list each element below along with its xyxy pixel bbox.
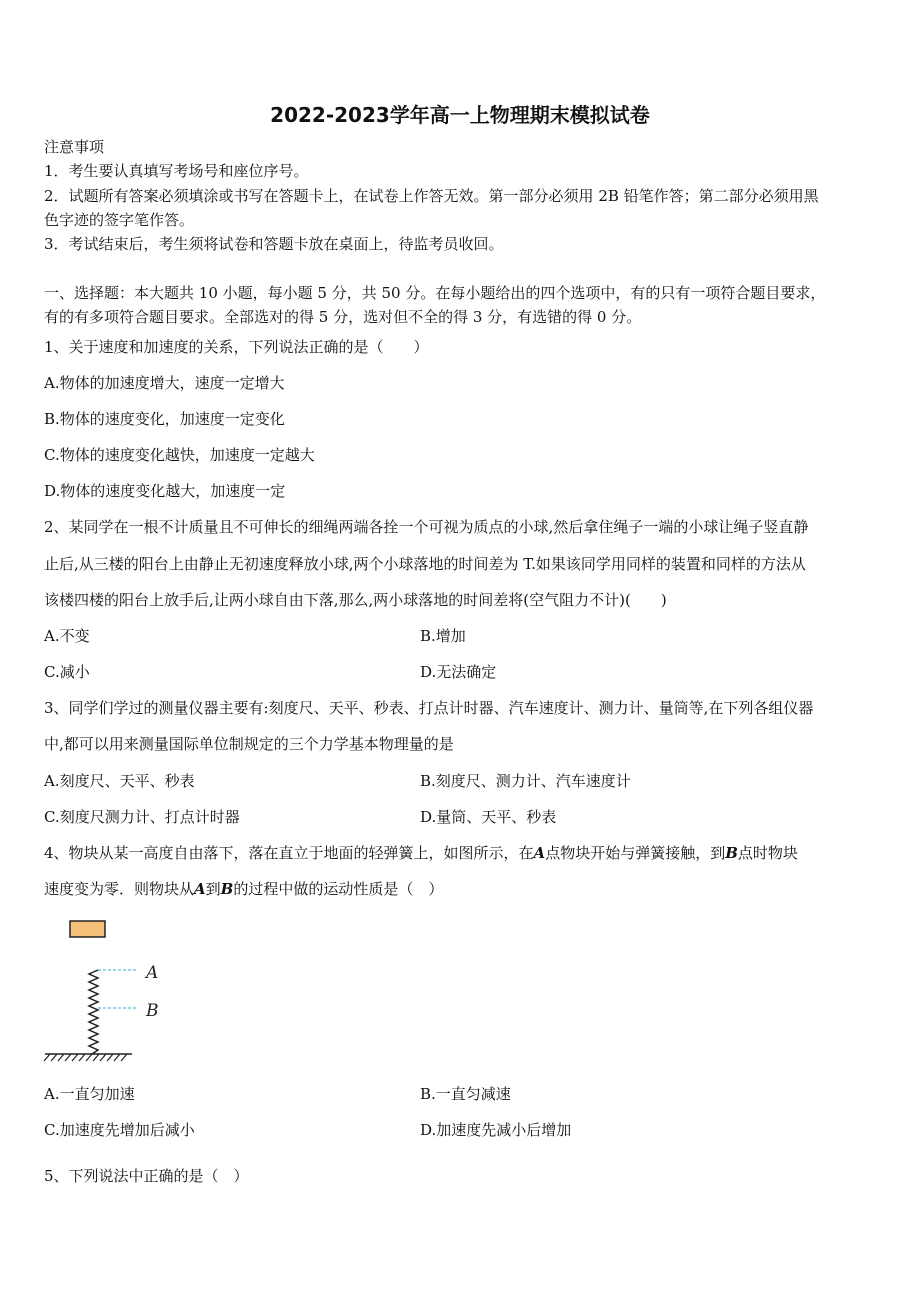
- spring-diagram: [40, 918, 180, 1068]
- question-4-option-c[interactable]: C.加速度先增加后减小: [44, 1121, 195, 1139]
- question-2-stem: 2、某同学在一根不计质量且不可伸长的细绳两端各拴一个可视为质点的小球,然后拿住绳子一端的小球让绳子竖直静: [44, 518, 809, 536]
- section-instructions: 有的有多项符合题目要求。全部选对的得 5 分，选对但不全的得 3 分，有选错的得 0 分。: [44, 308, 642, 326]
- notice-heading: 注意事项: [44, 138, 105, 156]
- question-3-stem: 中,都可以用来测量国际单位制规定的三个力学基本物理量的是: [44, 735, 454, 753]
- question-5-stem: 5、下列说法中正确的是（ ）: [44, 1167, 249, 1185]
- question-2-stem: 该楼四楼的阳台上放手后,让两小球自由下落,那么,两小球落地的时间差将(空气阻力不计)( ): [44, 591, 667, 609]
- question-1-option-b[interactable]: B.物体的速度变化，加速度一定变化: [44, 410, 285, 428]
- section-instructions: 一、选择题：本大题共 10 小题，每小题 5 分，共 50 分。在每小题给出的四个选项中，有的只有一项符合题目要求，: [44, 284, 826, 302]
- question-2-stem: 止后,从三楼的阳台上由静止无初速度释放小球,两个小球落地的时间差为 T.如果该同学用同样的装置和同样的方法从: [44, 555, 806, 573]
- ground-hatch: [44, 1054, 127, 1061]
- question-1-option-c[interactable]: C.物体的速度变化越快，加速度一定越大: [44, 446, 315, 464]
- question-1-option-d[interactable]: D.物体的速度变化越大，加速度一定: [44, 482, 286, 500]
- label-a: A: [146, 963, 159, 983]
- question-4-option-d[interactable]: D.加速度先减小后增加: [420, 1121, 572, 1139]
- question-1-stem: 1、关于速度和加速度的关系，下列说法正确的是（ ）: [44, 338, 429, 356]
- question-2-option-b[interactable]: B.增加: [420, 627, 466, 645]
- notice-item: 3．考试结束后，考生须将试卷和答题卡放在桌面上，待监考员收回。: [44, 235, 504, 253]
- question-3-option-b[interactable]: B.刻度尺、测力计、汽车速度计: [420, 772, 631, 790]
- notice-item: 2．试题所有答案必须填涂或书写在答题卡上，在试卷上作答无效。第一部分必须用 2B 铅笔作答；第二部分必须用黑: [44, 187, 819, 205]
- question-3-stem: 3、同学们学过的测量仪器主要有:刻度尺、天平、秒表、打点计时器、汽车速度计、测力计、量筒等,在下列各组仪器: [44, 699, 814, 717]
- notice-item: 色字迹的签字笔作答。: [44, 211, 195, 229]
- question-2-option-d[interactable]: D.无法确定: [420, 663, 497, 681]
- label-b: B: [146, 1001, 159, 1021]
- question-4-option-a[interactable]: A.一直匀加速: [44, 1085, 135, 1103]
- question-3-option-d[interactable]: D.量筒、天平、秒表: [420, 808, 557, 826]
- falling-block: [70, 921, 105, 937]
- page-title: 2022-2023学年高一上物理期末模拟试卷: [270, 103, 650, 127]
- question-2-option-c[interactable]: C.减小: [44, 663, 90, 681]
- question-3-option-a[interactable]: A.刻度尺、天平、秒表: [44, 772, 195, 790]
- spring: [89, 970, 98, 1054]
- question-1-option-a[interactable]: A.物体的加速度增大，速度一定增大: [44, 374, 285, 392]
- question-3-option-c[interactable]: C.刻度尺测力计、打点计时器: [44, 808, 240, 826]
- question-4-stem: 4、物块从某一高度自由落下，落在直立于地面的轻弹簧上，如图所示，在A点物块开始与弹簧接触，到B点时物块: [44, 844, 798, 862]
- question-4-option-b[interactable]: B.一直匀减速: [420, 1085, 511, 1103]
- notice-item: 1．考生要认真填写考场号和座位序号。: [44, 162, 309, 180]
- question-4-stem: 速度变为零．则物块从A到B的过程中做的运动性质是（ ）: [44, 880, 444, 898]
- question-2-option-a[interactable]: A.不变: [44, 627, 90, 645]
